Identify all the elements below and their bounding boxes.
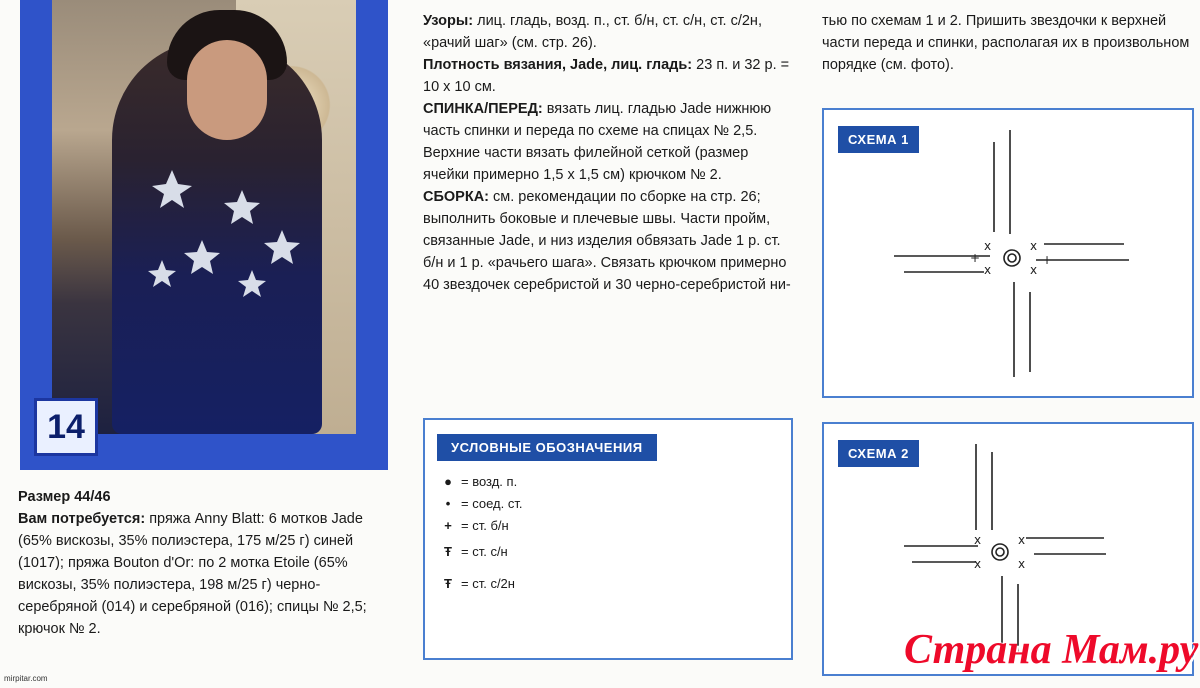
legend-item: + = ст. б/н (439, 518, 509, 533)
svg-text:x: x (974, 533, 982, 547)
legend-item: Ŧ = ст. с/2н (439, 576, 515, 591)
single-crochet-icon: + (444, 518, 452, 533)
double-crochet-icon: Ŧ (444, 544, 452, 559)
svg-text:x: x (1018, 557, 1026, 571)
svg-text:x: x (1030, 263, 1038, 277)
svg-text:x: x (1030, 239, 1038, 253)
gauge-label: Плотность вязания, Jade, лиц. гладь: (423, 57, 693, 73)
needs-label: Вам потребуется: (18, 511, 146, 527)
patterns-label: Узоры: (423, 13, 474, 29)
instructions-continued: тью по схемам 1 и 2. Пришить звездочки к верхней части переда и спинки, располагая их в произвольном порядке (см. фото). (822, 13, 1190, 73)
project-number-badge: 14 (34, 398, 98, 456)
assembly-label: СБОРКА: (423, 189, 489, 205)
legend-box (423, 418, 793, 660)
size-label: Размер 44/46 (18, 489, 111, 505)
scheme-1-box (822, 108, 1194, 398)
legend-item: ● = возд. п. (439, 474, 517, 489)
assembly-text: см. рекомендации по сборке на стр. 26; выполнить боковые и плечевые швы. Части пройм, связанные Jade, и низ изделия обвязать Jade 1 р. ст. б/н и 1 р. «рачьего шага». Связать крючком примерно 40 звездочек серебристой и 30 черно-серебристой ни- (423, 189, 791, 293)
svg-text:+: + (970, 251, 981, 265)
svg-text:+: + (1042, 253, 1053, 267)
svg-text:x: x (984, 239, 992, 253)
scheme-1-title: СХЕМА 1 (838, 126, 919, 153)
svg-text:x: x (974, 557, 982, 571)
watermark-logo: Страна Мам.ру (904, 627, 1199, 673)
treble-crochet-icon: Ŧ (444, 576, 452, 591)
patterns-text: лиц. гладь, возд. п., ст. б/н, ст. с/н, ст. с/2н, «рачий шаг» (см. стр. 26). (423, 13, 762, 51)
scheme-1-diagram (884, 122, 1184, 387)
needs-text: пряжа Anny Blatt: 6 мотков Jade (65% вискозы, 35% полиэстера, 175 м/25 г) синей (1017); пряжа Bouton d'Or: по 2 мотка Etoile (65% вискозы, 35% полиэстера, 198 м/25 г) черно-серебряной (014) и серебряной (016); спицы № 2,5; крючок № 2. (18, 511, 367, 637)
chain-stitch-icon: ● (444, 474, 452, 489)
legend-title: УСЛОВНЫЕ ОБОЗНАЧЕНИЯ (437, 434, 657, 461)
instructions-text (423, 10, 793, 296)
materials-text (18, 486, 390, 640)
scheme-2-title: СХЕМА 2 (838, 440, 919, 467)
svg-text:x: x (984, 263, 992, 277)
model-photo (52, 0, 356, 434)
legend-item: Ŧ = ст. с/н (439, 544, 508, 559)
site-credit: mirpitar.com (4, 674, 48, 683)
back-front-label: СПИНКА/ПЕРЕД: (423, 101, 543, 117)
slip-stitch-icon: • (445, 496, 451, 511)
star-motifs (132, 150, 332, 350)
gauge-text: 23 п. и 32 р. = 10 х 10 см. (423, 57, 790, 95)
legend-item: • = соед. ст. (439, 496, 522, 511)
back-front-text: вязать лиц. гладью Jade нижнюю часть спинки и переда по схеме на спицах № 2,5. Верхние части вязать филейной сеткой (размер ячейки примерно 1,5 х 1,5 см) крючком № 2. (423, 101, 772, 183)
svg-text:x: x (1018, 533, 1026, 547)
